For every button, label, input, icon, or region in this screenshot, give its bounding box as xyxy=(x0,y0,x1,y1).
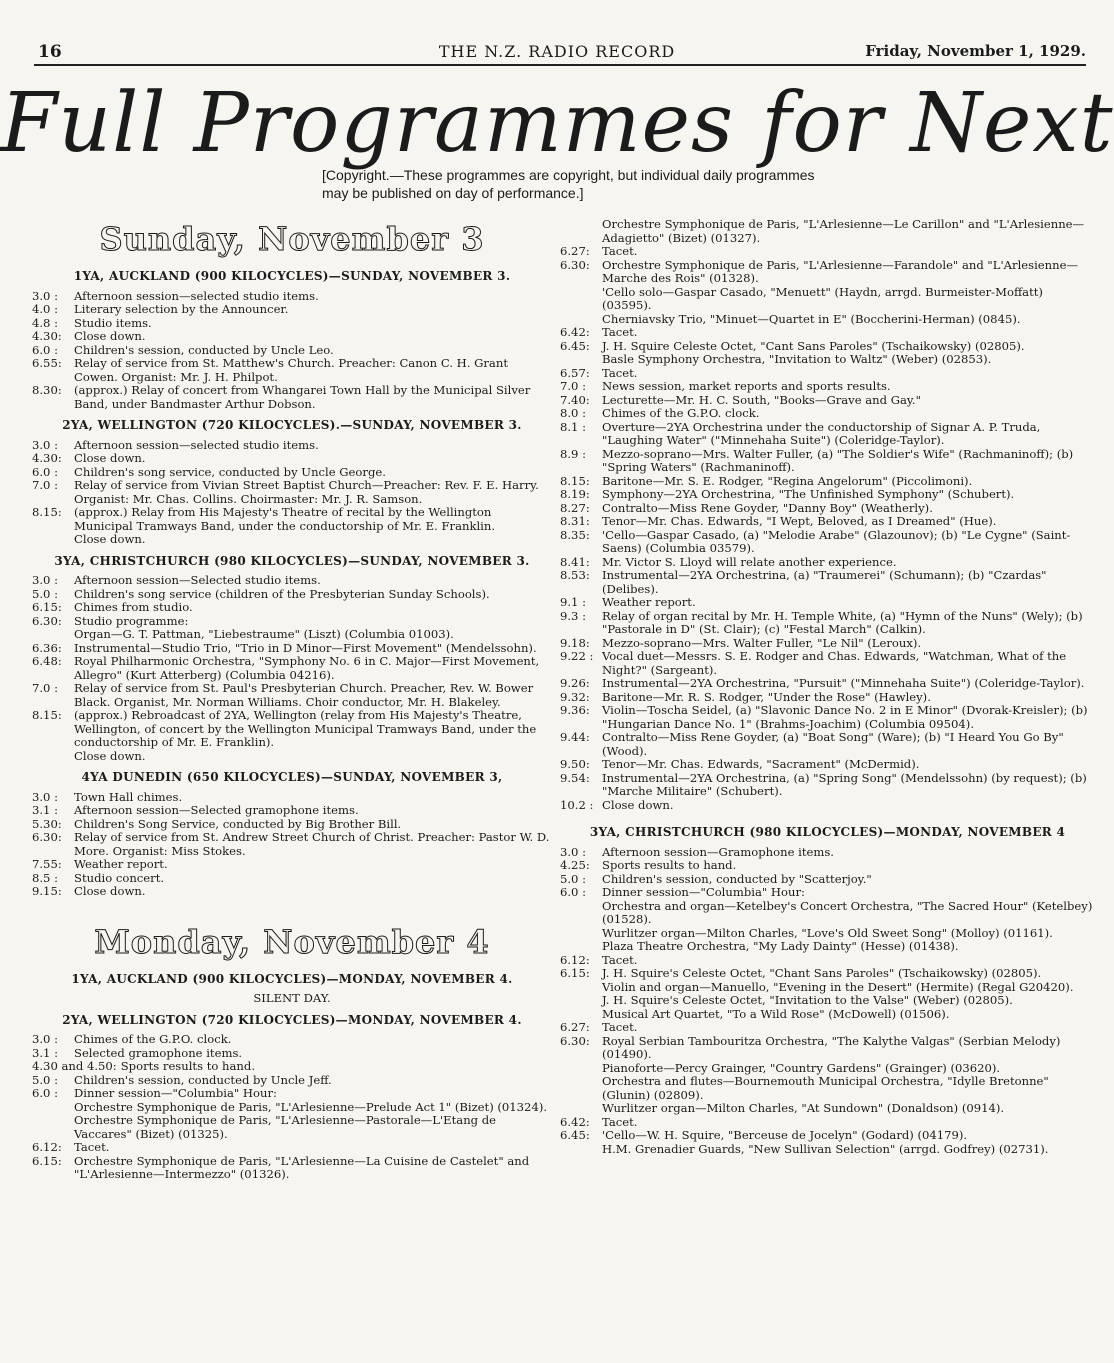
programme-entry xyxy=(560,859,1095,873)
entry-text: Literary selection by the Announcer. xyxy=(74,302,289,316)
entry-text: Plaza Theatre Orchestra, "My Lady Dainty" (Hesse) (01438). xyxy=(602,939,959,953)
programme-entry xyxy=(560,407,1095,421)
entry-text: H.M. Grenadier Guards, "New Sullivan Selection" (arrgd. Godfrey) (02731). xyxy=(602,1141,1049,1156)
entry-time: 9.15: xyxy=(32,884,62,898)
entry-text: Relay of service from St. Andrew Street Church of Christ. Preacher: Pastor W. D. More. Organist: Miss Stokes. xyxy=(74,830,550,858)
entry-time: 7.0 : xyxy=(32,478,59,492)
entry-text: Afternoon session—Selected studio items. xyxy=(74,573,321,587)
entry-text: Royal Philharmonic Orchestra, "Symphony No. 6 in C. Major—First Movement, Allegro" (Kurt Atterberg) (Columbia 04216). xyxy=(74,654,540,682)
programme-entry xyxy=(32,601,552,615)
programme-entry xyxy=(560,940,1095,954)
programme-entry xyxy=(32,872,552,886)
entry-time: 3.0 : xyxy=(32,437,59,452)
entry-time: 6.12: xyxy=(32,1140,62,1154)
copyright-notice: [Copyright.—These programmes are copyright, but individual daily programmes may be published on day of performance.] xyxy=(322,167,815,201)
issue-date: Friday, November 1, 1929. xyxy=(865,42,1086,60)
entry-time: 3.0 : xyxy=(32,1032,59,1046)
programme-entry xyxy=(560,488,1095,502)
sunday-title: Sunday, November 3 xyxy=(99,220,485,258)
entry-text: J. H. Squire Celeste Octet, "Cant Sans Paroles" (Tschaikowsky) (02805). xyxy=(602,338,1025,353)
entry-time xyxy=(560,994,602,1008)
entry-text: (approx.) Rebroadcast of 2YA, Wellington (relay from His Majesty's Theatre, Wellington, of concert by the Wellington Municipal Tramways Band, under the conductorship of Mr. E. Franklin). xyxy=(74,708,537,749)
entry-text: Orchestre Symphonique de Paris, "L'Arlesienne—Farandole" and "L'Arlesienne—Marche des Rois" (01328). xyxy=(602,257,1079,285)
entry-text: Children's session, conducted by Uncle Jeff. xyxy=(74,1072,332,1087)
entry-text: Tenor—Mr. Chas. Edwards, "Sacrament" (McDermid). xyxy=(602,757,920,771)
programme-entry xyxy=(32,682,552,709)
station-heading: 4YA DUNEDIN (650 KILOCYCLES)—SUNDAY, NOVEMBER 3, xyxy=(81,770,503,784)
programme-entry xyxy=(32,344,552,358)
entry-text: Violin—Toscha Seidel, (a) "Slavonic Dance No. 2 in E Minor" (Dvorak-Kreisler); (b) "Hungarian Dance No. 1" (Brahms-Joachim) (Columbia 09504). xyxy=(602,703,1088,731)
entry-time xyxy=(560,286,602,313)
programme-entry xyxy=(560,691,1095,705)
station-heading: 3YA, CHRISTCHURCH (980 KILOCYCLES)—SUNDAY, NOVEMBER 3. xyxy=(54,553,530,568)
entry-time: 6.42: xyxy=(560,325,590,339)
programme-entry xyxy=(32,357,552,384)
programme-entry xyxy=(560,1143,1095,1157)
entry-text: Pianoforte—Percy Grainger, "Country Gardens" (Grainger) (03620). xyxy=(602,1060,1001,1075)
programme-entry xyxy=(32,384,552,411)
entry-time: 10.2 : xyxy=(560,797,594,812)
entry-time: 6.30: xyxy=(560,257,590,272)
programme-entry xyxy=(32,290,552,304)
entry-text: Orchestra and organ—Ketelbey's Concert Orchestra, "The Sacred Hour" (Ketelbey) (01528). xyxy=(602,898,1093,926)
entry-time xyxy=(32,533,74,547)
programme-entry xyxy=(32,858,552,872)
entry-time: 8.0 : xyxy=(560,406,587,420)
entry-time: 6.0 : xyxy=(560,885,587,899)
entry-text: Tacet. xyxy=(74,1140,110,1154)
entry-text: Musical Art Quartet, "To a Wild Rose" (McDowell) (01506). xyxy=(602,1006,950,1021)
entry-time: 8.5 : xyxy=(32,870,59,885)
programme-entry xyxy=(32,615,552,629)
entry-text: Close down. xyxy=(74,748,146,763)
entry-time: 6.12: xyxy=(560,952,590,967)
programme-entry xyxy=(560,1035,1095,1062)
entry-text: Dinner session—"Columbia" Hour: xyxy=(74,1086,277,1100)
entry-time: 8.27: xyxy=(560,500,590,515)
entry-time xyxy=(32,1101,74,1115)
entry-time: 9.44: xyxy=(560,730,590,744)
programme-entry xyxy=(32,885,552,899)
monday-title: Monday, November 4 xyxy=(94,922,490,961)
entry-time: 4.8 : xyxy=(32,315,59,330)
programme-entry xyxy=(560,286,1095,313)
entry-time: 8.30: xyxy=(32,383,62,397)
programme-entry xyxy=(32,439,552,453)
entry-text: Tacet. xyxy=(602,1114,638,1129)
entry-text: Instrumental—2YA Orchestrina, "Pursuit" ("Minnehaha Suite") (Coleridge-Taylor). xyxy=(602,676,1085,690)
entry-time: 7.0 : xyxy=(32,681,59,695)
programme-entry xyxy=(560,245,1095,259)
entry-text: Cherniavsky Trio, "Minuet—Quartet in E" (Boccherini-Herman) (0845). xyxy=(602,311,1021,326)
station-heading: 2YA, WELLINGTON (720 KILOCYCLES).—SUNDAY, NOVEMBER 3. xyxy=(62,418,522,432)
entry-text: Close down. xyxy=(74,329,146,343)
programme-entry xyxy=(560,873,1095,887)
entry-text: Tacet. xyxy=(602,244,638,258)
programme-entry xyxy=(32,466,552,480)
entry-text: Children's Song Service, conducted by Big Brother Bill. xyxy=(74,816,402,831)
entry-text: (approx.) Relay of concert from Whangarei Town Hall by the Municipal Silver Band, under Bandmaster Arthur Dobson. xyxy=(74,383,531,411)
entry-time: 9.32: xyxy=(560,689,590,704)
entry-time: 3.0 : xyxy=(32,288,59,303)
entry-text: Mezzo-soprano—Mrs. Walter Fuller, "Le Nil" (Leroux). xyxy=(602,635,922,650)
entry-time: 9.1 : xyxy=(560,595,587,609)
entry-text: Tacet. xyxy=(602,325,638,339)
entry-text: Relay of service from Vivian Street Baptist Church—Preacher: Rev. F. E. Harry. Organist: Mr. Chas. Collins. Choirmaster: Mr. J. R. Samson. xyxy=(74,478,539,506)
station-heading: 1YA, AUCKLAND (900 KILOCYCLES)—MONDAY, NOVEMBER 4. xyxy=(71,971,513,986)
entry-text: Town Hall chimes. xyxy=(74,789,183,804)
entry-time xyxy=(560,940,602,954)
entry-text: Tacet. xyxy=(602,365,638,380)
programme-entry xyxy=(560,772,1095,799)
entry-time: 6.15: xyxy=(560,966,590,980)
entry-time: 3.1 : xyxy=(32,803,59,817)
silent-day-note: SILENT DAY. xyxy=(253,991,331,1005)
station-heading: 3YA, CHRISTCHURCH (980 KILOCYCLES)—MONDAY, NOVEMBER 4 xyxy=(589,825,1066,839)
entry-time: 8.1 : xyxy=(560,419,587,434)
entry-time: 3.0 : xyxy=(560,844,587,859)
entry-time xyxy=(560,1143,602,1157)
programme-entry xyxy=(32,831,552,858)
entry-time: 6.27: xyxy=(560,1020,590,1034)
entry-time: 6.45: xyxy=(560,338,590,353)
entry-text: Instrumental—2YA Orchestrina, (a) "Spring Song" (Mendelssohn) (by request); (b) "Marche Militaire" (Schubert). xyxy=(602,770,1087,798)
entry-text: Royal Serbian Tambouritza Orchestra, "The Kalythe Valgas" (Serbian Melody) (01490). xyxy=(602,1033,1061,1061)
entry-text: Close down. xyxy=(602,797,674,812)
programme-entry xyxy=(32,818,552,832)
entry-time: 9.36: xyxy=(560,703,590,717)
entry-time: 3.0 : xyxy=(32,789,59,804)
entry-time: 6.30: xyxy=(560,1033,590,1048)
programme-entry xyxy=(560,1008,1095,1022)
entry-time: 7.0 : xyxy=(560,379,587,393)
entry-text: J. H. Squire's Celeste Octet, "Invitation to the Valse" (Weber) (02805). xyxy=(602,993,1013,1007)
page-banner: Full Programmes for Next xyxy=(0,76,1114,171)
header-rule xyxy=(34,64,1086,66)
entry-time: 3.0 : xyxy=(32,573,59,587)
entry-time: 8.15: xyxy=(32,708,62,722)
programme-entry xyxy=(32,303,552,317)
page-number: 16 xyxy=(38,42,62,62)
programme-entry xyxy=(32,452,552,466)
masthead: THE N.Z. RADIO RECORD xyxy=(438,42,676,61)
entry-text: News session, market reports and sports results. xyxy=(602,379,891,393)
programme-entry xyxy=(32,628,552,642)
programme-entry xyxy=(32,1074,552,1088)
programme-list xyxy=(32,574,552,763)
entry-text: Violin and organ—Manuello, "Evening in the Desert" (Hermite) (Regal G20420). xyxy=(602,979,1074,994)
entry-text: Organ—G. T. Pattman, "Liebestraume" (Liszt) (Columbia 01003). xyxy=(74,627,454,641)
entry-text: Instrumental—Studio Trio, "Trio in D Minor—First Movement" (Mendelssohn). xyxy=(74,640,537,655)
entry-time xyxy=(32,628,74,642)
entry-time xyxy=(560,353,602,367)
entry-time: 6.36: xyxy=(32,640,62,655)
station-heading: 1YA, AUCKLAND (900 KILOCYCLES)—SUNDAY, NOVEMBER 3. xyxy=(73,269,511,283)
entry-text: Sports results to hand. xyxy=(602,858,737,872)
entry-time: 9.22 : xyxy=(560,649,594,663)
entry-text: Vocal duet—Messrs. S. E. Rodger and Chas. Edwards, "Watchman, What of the Night?" (Sargeant). xyxy=(602,649,1067,677)
entry-text: Selected gramophone items. xyxy=(74,1045,243,1060)
entry-text: Baritone—Mr. R. S. Rodger, "Under the Rose" (Hawley). xyxy=(602,689,931,704)
entry-text: 'Cello solo—Gaspar Casado, "Menuett" (Haydn, arrgd. Burmeister-Moffatt) (03595). xyxy=(602,284,1043,312)
entry-text: Relay of service from St. Paul's Presbyterian Church. Preacher, Rev. W. Bower Black. Organist, Mr. Norman Williams. Choir conductor, Mr. H. Blakeley. xyxy=(74,681,534,709)
programme-entry xyxy=(560,981,1095,995)
entry-time: 8.15: xyxy=(560,473,590,488)
programme-entry xyxy=(560,927,1095,941)
programme-entry xyxy=(560,353,1095,367)
programme-list xyxy=(32,439,552,547)
entry-time: 9.3 : xyxy=(560,608,587,623)
entry-text: Basle Symphony Orchestra, "Invitation to Waltz" (Weber) (02853). xyxy=(602,352,992,366)
entry-time: 6.0 : xyxy=(32,464,59,479)
entry-text: Mezzo-soprano—Mrs. Walter Fuller, (a) "The Soldier's Wife" (Rachmaninoff); (b) "Spring Waters" (Rachmaninoff). xyxy=(602,446,1074,474)
programme-entry xyxy=(560,704,1095,731)
entry-text: Dinner session—"Columbia" Hour: xyxy=(602,885,805,899)
programme-entry xyxy=(560,967,1095,981)
programme-entry xyxy=(560,569,1095,596)
entry-time: 6.48: xyxy=(32,654,62,668)
entry-text: 'Cello—W. H. Squire, "Berceuse de Jocelyn" (Godard) (04179). xyxy=(602,1128,968,1142)
entry-time: 5.0 : xyxy=(32,1072,59,1087)
programme-entry xyxy=(560,367,1095,381)
programme-entry xyxy=(32,479,552,506)
entry-time xyxy=(560,218,602,245)
programme-entry xyxy=(32,791,552,805)
programme-list xyxy=(560,846,1095,1157)
programme-entry xyxy=(32,750,552,764)
entry-text: Afternoon session—selected studio items. xyxy=(74,437,319,452)
programme-entry xyxy=(560,515,1095,529)
entry-text: Mr. Victor S. Lloyd will relate another experience. xyxy=(602,554,897,569)
programme-list xyxy=(32,791,552,899)
entry-text: Afternoon session—selected studio items. xyxy=(74,288,319,303)
entry-text: Studio items. xyxy=(74,315,152,330)
entry-time: 8.19: xyxy=(560,487,590,501)
programme-entry xyxy=(32,330,552,344)
entry-text: Tenor—Mr. Chas. Edwards, "I Wept, Beloved, as I Dreamed" (Hue). xyxy=(602,514,997,528)
station-heading: 2YA, WELLINGTON (720 KILOCYCLES)—MONDAY, NOVEMBER 4. xyxy=(62,1012,522,1027)
entry-time: 8.53: xyxy=(560,568,590,582)
entry-text: J. H. Squire's Celeste Octet, "Chant Sans Paroles" (Tschaikowsky) (02805). xyxy=(602,966,1042,980)
programme-entry xyxy=(560,340,1095,354)
entry-time xyxy=(560,900,602,927)
entry-text: Chimes of the G.P.O. clock. xyxy=(74,1032,232,1046)
entry-time: 5.30: xyxy=(32,816,62,831)
entry-text: Afternoon session—Gramophone items. xyxy=(602,844,834,859)
programme-entry xyxy=(560,900,1095,927)
entry-text: Children's song service, conducted by Uncle George. xyxy=(74,464,386,479)
entry-time: 8.31: xyxy=(560,514,590,528)
entry-text: Chimes of the G.P.O. clock. xyxy=(602,406,760,420)
entry-time: 7.40: xyxy=(560,392,590,407)
entry-text: Instrumental—2YA Orchestrina, (a) "Traumerei" (Schumann); (b) "Czardas" (Delibes). xyxy=(602,568,1047,596)
entry-time: 4.30 and 4.50: xyxy=(32,1059,117,1073)
entry-text: Children's session, conducted by Uncle Leo. xyxy=(74,342,334,357)
programme-entry xyxy=(32,1033,552,1047)
entry-text: Studio concert. xyxy=(74,870,165,885)
entry-text: Children's song service (children of the Presbyterian Sunday Schools). xyxy=(74,586,490,601)
programme-entry xyxy=(560,650,1095,677)
entry-text: Close down. xyxy=(74,884,146,898)
programme-entry xyxy=(560,1021,1095,1035)
programme-entry xyxy=(560,259,1095,286)
entry-time: 8.35: xyxy=(560,527,590,542)
entry-time: 9.18: xyxy=(560,635,590,650)
entry-text: Relay of organ recital by Mr. H. Temple White, (a) "Hymn of the Nuns" (Wely); (b) "Pastorale in D" (St. Clair); (c) "Festal March" (Calkin). xyxy=(602,608,1083,636)
programme-entry xyxy=(560,313,1095,327)
entry-text: Orchestre Symphonique de Paris, "L'Arlesienne—Pastorale—L'Etang de Vaccares" (Bizet) (01325). xyxy=(74,1113,497,1141)
entry-text: Studio programme: xyxy=(74,613,189,628)
entry-text: Wurlitzer organ—Milton Charles, "At Sundown" (Donaldson) (0914). xyxy=(602,1101,1005,1115)
programme-entry xyxy=(32,317,552,331)
programme-entry xyxy=(560,731,1095,758)
entry-time: 9.26: xyxy=(560,676,590,690)
programme-entry xyxy=(560,886,1095,900)
entry-text: (approx.) Relay from His Majesty's Theatre of recital by the Wellington Municipal Tramways Band, under the conductorship of Mr. E. Franklin. xyxy=(74,505,496,533)
entry-text: Relay of service from St. Matthew's Church. Preacher: Canon C. H. Grant Cowen. Organist: Mr. J. H. Philpot. xyxy=(74,356,508,384)
entry-time: 8.15: xyxy=(32,505,62,519)
entry-time: 5.0 : xyxy=(560,871,587,886)
programme-entry xyxy=(560,677,1095,691)
entry-time xyxy=(560,1008,602,1022)
programme-entry xyxy=(560,529,1095,556)
entry-text: Close down. xyxy=(74,451,146,465)
entry-text: Lecturette—Mr. H. C. South, "Books—Grave and Gay." xyxy=(602,392,921,407)
programme-entry xyxy=(560,610,1095,637)
programme-entry xyxy=(560,1102,1095,1116)
entry-text: 'Cello—Gaspar Casado, (a) "Melodie Arabe" (Glazounov); (b) "Le Cygne" (Saint-Saens) (Columbia 03579). xyxy=(602,527,1071,555)
programme-entry xyxy=(560,448,1095,475)
programme-entry xyxy=(32,574,552,588)
entry-time: 8.9 : xyxy=(560,446,587,461)
entry-time: 9.50: xyxy=(560,757,590,771)
programme-entry xyxy=(560,218,1095,245)
entry-time: 9.54: xyxy=(560,770,590,785)
programme-entry xyxy=(32,1101,552,1115)
programme-entry xyxy=(560,475,1095,489)
programme-entry xyxy=(32,588,552,602)
programme-entry xyxy=(560,1075,1095,1102)
entry-text: Orchestre Symphonique de Paris, "L'Arlesienne—Le Carillon" and "L'Arlesienne—Adagietto" (Bizet) (01327). xyxy=(602,217,1085,245)
entry-text: Overture—2YA Orchestrina under the conductorship of Signar A. P. Truda, "Laughing Water" ("Minnehaha Suite") (Coleridge-Taylor). xyxy=(602,419,1041,447)
programme-entry xyxy=(560,380,1095,394)
entry-time xyxy=(560,981,602,995)
entry-time xyxy=(560,1102,602,1116)
entry-time: 4.30: xyxy=(32,329,62,343)
programme-entry xyxy=(32,642,552,656)
programme-entry xyxy=(560,846,1095,860)
entry-text: Symphony—2YA Orchestrina, "The Unfinished Symphony" (Schubert). xyxy=(602,487,1015,501)
programme-entry xyxy=(32,1060,552,1074)
left-column xyxy=(32,218,552,1182)
programme-list xyxy=(32,290,552,412)
entry-time xyxy=(560,1075,602,1102)
programme-entry xyxy=(32,655,552,682)
entry-text: Children's session, conducted by "Scatterjoy." xyxy=(602,871,872,886)
programme-list xyxy=(32,1033,552,1182)
entry-text: Afternoon session—Selected gramophone items. xyxy=(74,803,359,817)
entry-time: 5.0 : xyxy=(32,586,59,601)
entry-time: 4.0 : xyxy=(32,302,59,316)
programme-entry xyxy=(560,596,1095,610)
programme-entry xyxy=(560,799,1095,813)
programme-entry xyxy=(32,533,552,547)
entry-time xyxy=(560,313,602,327)
entry-time xyxy=(560,927,602,941)
entry-text: Baritone—Mr. S. E. Rodger, "Regina Angelorum" (Piccolimoni). xyxy=(602,473,973,488)
entry-time: 6.42: xyxy=(560,1114,590,1129)
entry-time: 6.27: xyxy=(560,244,590,258)
programme-entry xyxy=(32,709,552,750)
entry-text: Chimes from studio. xyxy=(74,600,193,614)
entry-time: 6.57: xyxy=(560,365,590,380)
programme-entry xyxy=(560,421,1095,448)
entry-time: 7.55: xyxy=(32,857,62,871)
programme-entry xyxy=(560,326,1095,340)
programme-entry xyxy=(560,954,1095,968)
entry-time: 6.15: xyxy=(32,600,62,614)
entry-text: Weather report. xyxy=(74,857,168,871)
entry-time: 6.30: xyxy=(32,830,62,844)
programme-entry xyxy=(32,506,552,533)
entry-text: Orchestre Symphonique de Paris, "L'Arlesienne—La Cuisine de Castelet" and "L'Arlesienne—Intermezzo" (01326). xyxy=(74,1153,530,1181)
entry-time: 8.41: xyxy=(560,554,590,569)
programme-entry xyxy=(32,804,552,818)
programme-entry xyxy=(560,1116,1095,1130)
programme-entry xyxy=(32,1141,552,1155)
entry-text: Contralto—Miss Rene Goyder, (a) "Boat Song" (Ware); (b) "I Heard You Go By" (Wood). xyxy=(602,730,1064,758)
entry-text: Tacet. xyxy=(602,952,638,967)
entry-time: 3.1 : xyxy=(32,1045,59,1060)
entry-text: Weather report. xyxy=(602,595,696,609)
entry-text: Tacet. xyxy=(602,1020,638,1034)
programme-list xyxy=(560,218,1095,812)
entry-text: Contralto—Miss Rene Goyder, "Danny Boy" (Weatherly). xyxy=(602,500,933,515)
entry-text: Orchestre Symphonique de Paris, "L'Arlesienne—Prelude Act 1" (Bizet) (01324). xyxy=(74,1099,548,1114)
entry-time: 6.30: xyxy=(32,613,62,628)
programme-entry xyxy=(32,1047,552,1061)
programme-entry xyxy=(560,556,1095,570)
programme-entry xyxy=(560,637,1095,651)
programme-entry xyxy=(32,1155,552,1182)
entry-time: 6.15: xyxy=(32,1153,62,1168)
entry-time: 6.45: xyxy=(560,1128,590,1142)
entry-time: 6.0 : xyxy=(32,1086,59,1100)
entry-time xyxy=(32,750,74,764)
entry-time: 4.30: xyxy=(32,451,62,465)
programme-entry xyxy=(560,502,1095,516)
programme-entry xyxy=(560,758,1095,772)
entry-time: 4.25: xyxy=(560,858,590,872)
programme-entry xyxy=(32,1114,552,1141)
entry-time: 6.0 : xyxy=(32,342,59,357)
programme-entry xyxy=(560,1062,1095,1076)
entry-text: Orchestra and flutes—Bournemouth Municipal Orchestra, "Idylle Bretonne" (Glunin) (02809). xyxy=(602,1074,1049,1102)
programme-entry xyxy=(560,394,1095,408)
programme-entry xyxy=(560,994,1095,1008)
entry-time: 6.55: xyxy=(32,356,62,370)
programme-entry xyxy=(32,1087,552,1101)
entry-text: Sports results to hand. xyxy=(120,1059,255,1073)
entry-time xyxy=(560,1062,602,1076)
entry-text: Wurlitzer organ—Milton Charles, "Love's Old Sweet Song" (Molloy) (01161). xyxy=(602,925,1053,940)
entry-text: Close down. xyxy=(74,532,146,546)
entry-time xyxy=(32,1114,74,1141)
programme-entry xyxy=(560,1129,1095,1143)
right-column xyxy=(560,218,1095,1156)
